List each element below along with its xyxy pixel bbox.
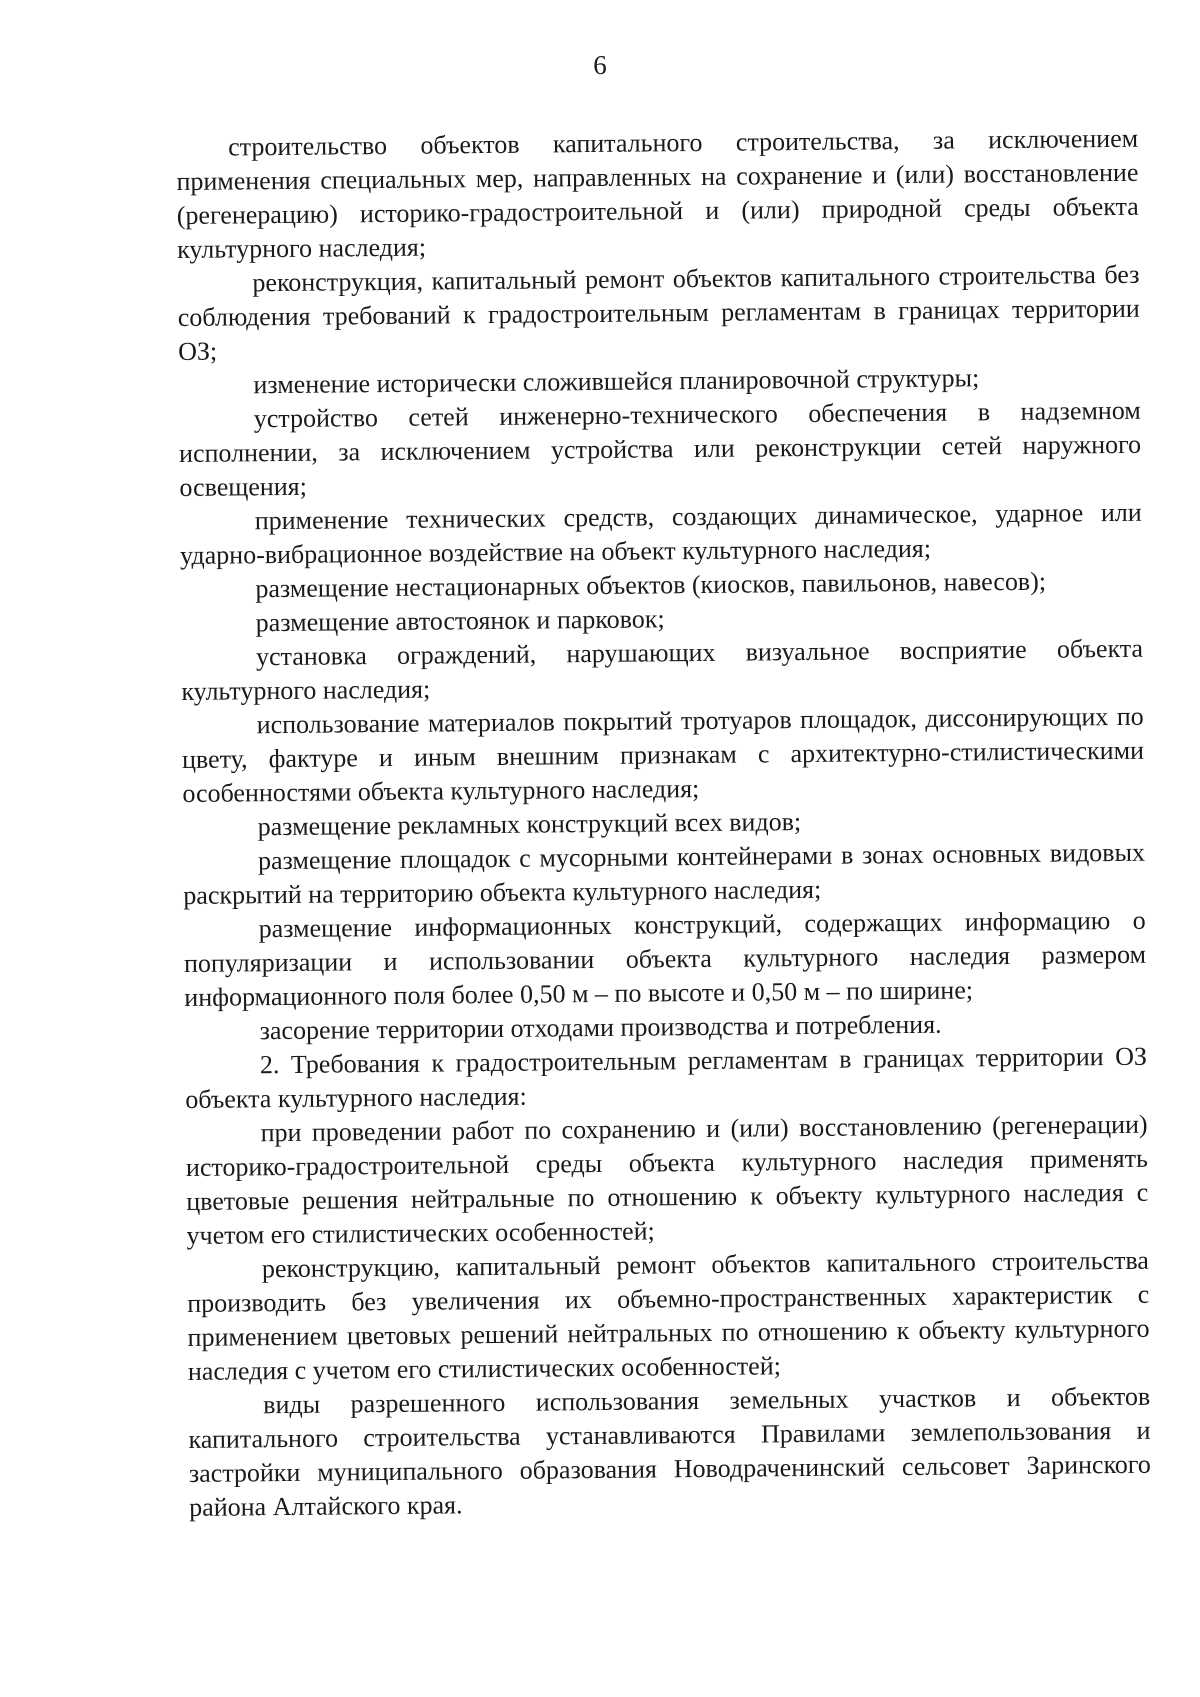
- paragraph: размещение нестационарных объектов (киосков, павильонов, навесов);: [255, 566, 1047, 604]
- paragraph: установка ограждений, нарушающих визуальное восприятие объекта культурного наследия;: [181, 633, 1144, 706]
- paragraph: при проведении работ по сохранению и (или) восстановлению (регенерации) историко-градостроительной среды объекта культурного наследия применять цветовые решения нейтральные по отношению к объекту культурного наследия с учетом его стилистических особенностей;: [185, 1109, 1149, 1250]
- paragraph: размещение информационных конструкций, содержащих информацию о популяризации и использовании объекта культурного наследия размером информационного поля более 0,50 м – по высоте и 0,50 м – по ширине;: [183, 905, 1147, 1012]
- paragraph: реконструкция, капитальный ремонт объектов капитального строительства без соблюдения требований к градостроительным регламентам в границах территории ОЗ;: [177, 259, 1140, 366]
- paragraph: строительство объектов капитального строительства, за исключением применения специальных мер, направленных на сохранение и (или) восстановление (регенерацию) историко-градостроительной и (или) природной среды объекта культурного наследия;: [176, 123, 1139, 264]
- paragraph: засорение территории отходами производства и потребления.: [259, 1009, 942, 1046]
- paragraph: изменение исторически сложившейся планировочной структуры;: [253, 363, 980, 400]
- paragraph: реконструкцию, капитальный ремонт объектов капитального строительства производить без увеличения их объемно-пространственных характеристик с применением цветовых решений нейтральных по отношению к объекту культурного наследия с учетом его стилистических особенностей;: [187, 1245, 1150, 1386]
- paragraph: устройство сетей инженерно-технического обеспечения в надземном исполнении, за исключением устройства или реконструкции сетей наружного освещения;: [178, 395, 1142, 502]
- document-body: [176, 122, 1151, 1525]
- paragraph: размещение рекламных конструкций всех видов;: [257, 807, 802, 842]
- page-number: 6: [593, 50, 607, 80]
- section-heading: 2. Требования к градостроительным регламентам в границах территории ОЗ объекта культурного наследия:: [185, 1041, 1148, 1114]
- paragraph: размещение автостоянок и парковок;: [255, 604, 665, 638]
- paragraph: применение технических средств, создающих динамическое, ударное или ударно-вибрационное воздействие на объект культурного наследия;: [179, 497, 1142, 570]
- paragraph: виды разрешенного использования земельных участков и объектов капитального строительства устанавливаются Правилами землепользования и застройки муниципального образования Новодраченинский сельсовет Заринского района Алтайского края.: [188, 1381, 1151, 1522]
- paragraph: использование материалов покрытий тротуаров площадок, диссонирующих по цвету, фактуре и иным внешним признакам с архитектурно-стилистическими особенностями объекта культурного наследия;: [181, 701, 1145, 808]
- paragraph: размещение площадок с мусорными контейнерами в зонах основных видовых раскрытий на территорию объекта культурного наследия;: [183, 837, 1146, 910]
